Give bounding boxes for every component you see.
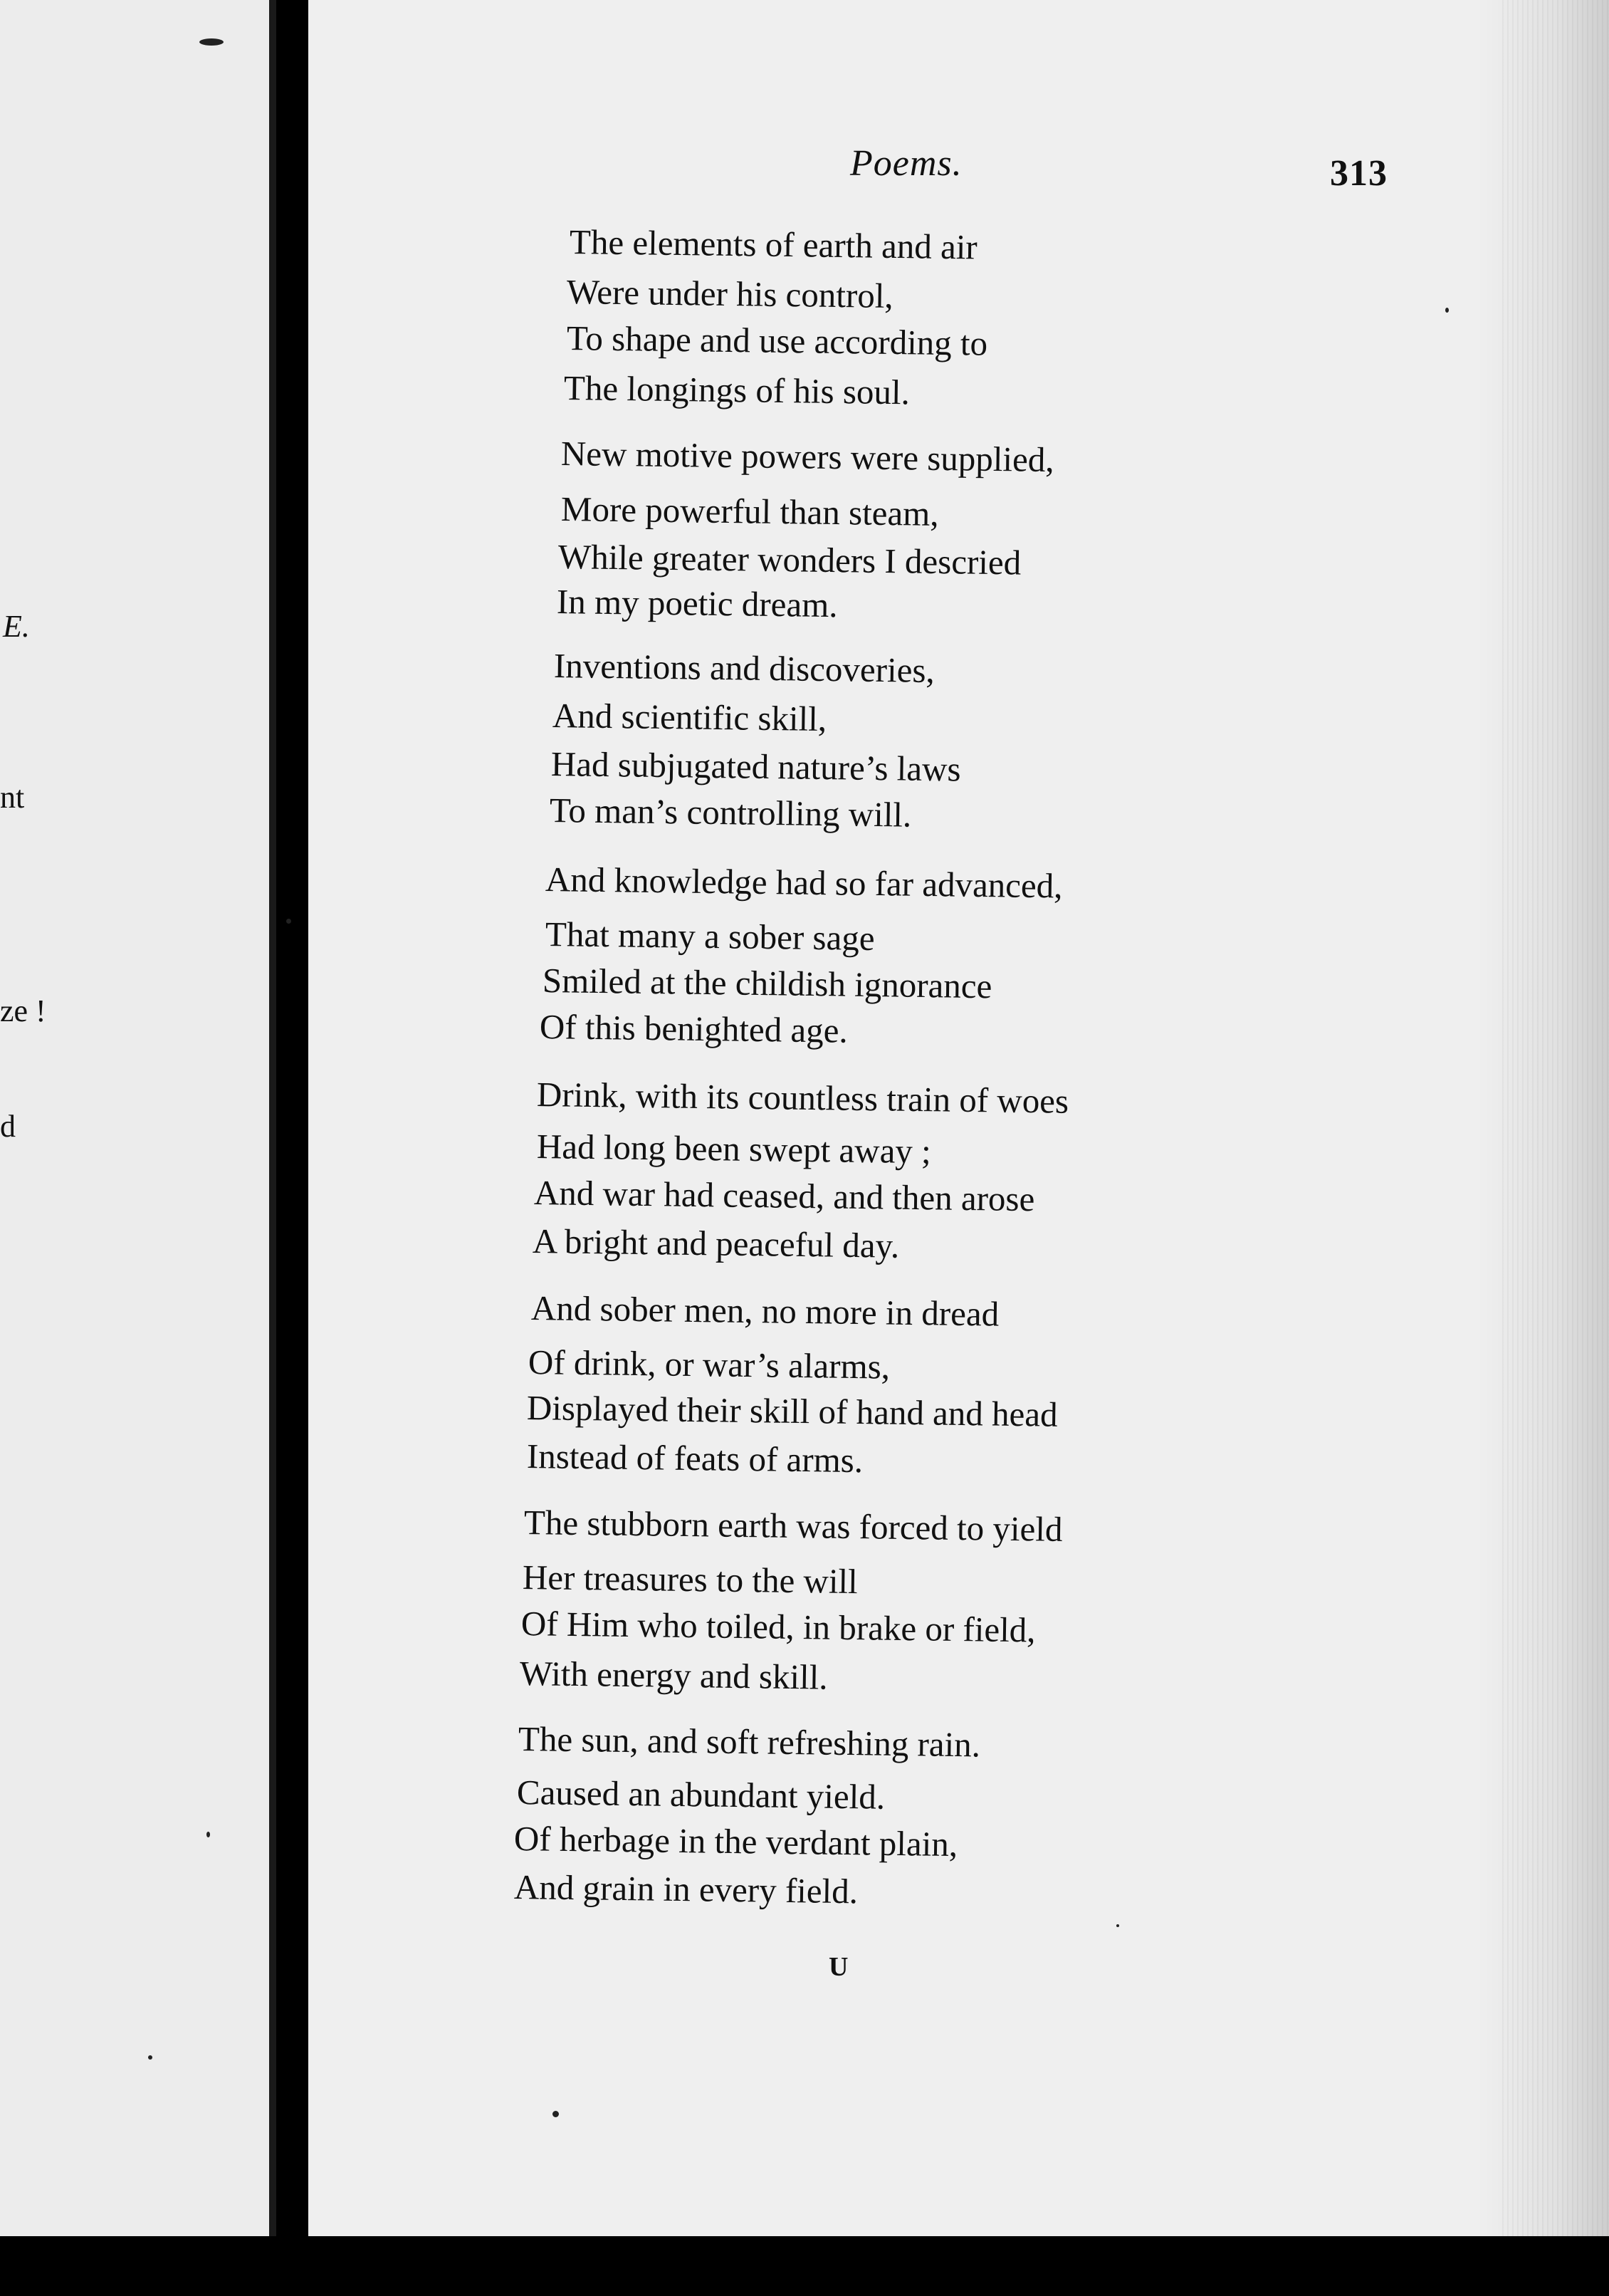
signature-mark: U xyxy=(829,1952,849,1982)
left-page-fragment: d xyxy=(0,1109,16,1144)
poem-line: Smiled at the childish ignorance xyxy=(542,961,992,1006)
poem-line: To man’s controlling will. xyxy=(549,790,912,835)
poem-line: And scientific skill, xyxy=(552,696,827,739)
poem-line: In my poetic dream. xyxy=(556,582,838,625)
poem-line: The stubborn earth was forced to yield xyxy=(523,1503,1063,1549)
poem-line: A bright and peaceful day. xyxy=(532,1221,900,1266)
poem-line: With energy and skill. xyxy=(519,1654,828,1697)
poem-line: Drink, with its countless train of woes xyxy=(536,1075,1069,1121)
poem-line: While greater wonders I descried xyxy=(557,537,1022,583)
poem-line: That many a sober sage xyxy=(545,914,875,959)
poem-line: Inventions and discoveries, xyxy=(553,646,935,690)
running-head: Poems. xyxy=(850,143,963,184)
poem-line: The longings of his soul. xyxy=(563,368,911,412)
poem-line: And sober men, no more in dread xyxy=(530,1288,1000,1334)
left-page-fragment: nt xyxy=(0,780,25,815)
poem-line: And knowledge had so far advanced, xyxy=(545,860,1063,906)
poem-line: Had subjugated nature’s laws xyxy=(550,744,961,789)
poem-line: More powerful than steam, xyxy=(560,489,940,533)
page-number: 313 xyxy=(1330,153,1388,194)
poem-line: And grain in every field. xyxy=(513,1867,859,1911)
poem-line: To shape and use according to xyxy=(566,318,988,363)
poem-line: Of this benighted age. xyxy=(539,1007,849,1050)
poem-line: And war had ceased, and then arose xyxy=(533,1173,1035,1219)
poem-line: Had long been swept away ; xyxy=(536,1127,932,1172)
poem-line: Her treasures to the will xyxy=(522,1557,859,1602)
poem-line: Of Him who toiled, in brake or field, xyxy=(520,1604,1036,1650)
poem-line: Instead of feats of arms. xyxy=(526,1436,864,1481)
poem-line: Displayed their skill of hand and head xyxy=(526,1388,1058,1434)
scan-border-bottom xyxy=(0,2236,1609,2296)
poem-line: Of herbage in the verdant plain, xyxy=(513,1819,958,1864)
left-page-fragment: ze ! xyxy=(0,993,46,1028)
poem-line: The sun, and soft refreshing rain. xyxy=(518,1719,981,1765)
poem-line: The elements of earth and air xyxy=(569,222,978,267)
poem-line: Of drink, or war’s alarms, xyxy=(528,1342,891,1387)
left-page-fragment: E. xyxy=(3,609,30,644)
poem-line: Caused an abundant yield. xyxy=(516,1773,886,1817)
poem-line: New motive powers were supplied, xyxy=(560,434,1054,480)
poem-line: Were under his control, xyxy=(566,272,894,316)
